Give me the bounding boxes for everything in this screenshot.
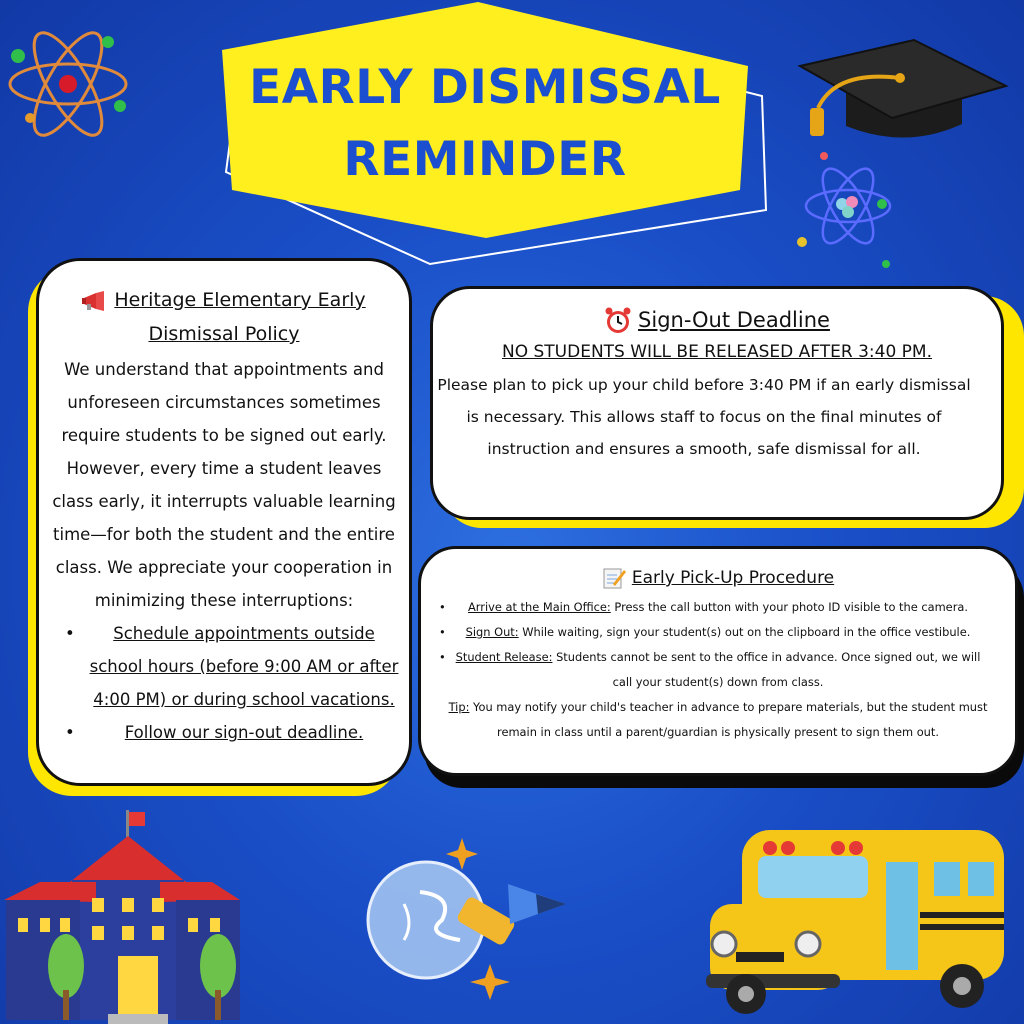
atom-icon xyxy=(796,148,896,272)
list-item xyxy=(435,595,1001,620)
deadline-heading xyxy=(433,303,1001,337)
atom-icon xyxy=(4,24,132,144)
list-item xyxy=(47,617,401,716)
tip-label: Tip: xyxy=(448,700,470,714)
bullet-icon: • xyxy=(439,650,446,664)
title-line-1: EARLY DISMISSAL xyxy=(249,60,721,115)
policy-paragraph: We understand that appointments and unforeseen circumstances sometimes require students to be signed out early. However, every time a student leaves class early, it interrupts valuable learning time—for both the student and the entire class. We appreciate your cooperation in minimizing these interruptions: xyxy=(52,360,396,610)
policy-bullet-2: Follow our sign-out deadline. xyxy=(124,723,364,742)
policy-bullet-list xyxy=(47,617,401,749)
graduation-cap-icon xyxy=(796,38,1010,148)
deadline-notice: NO STUDENTS WILL BE RELEASED AFTER 3:40 PM. xyxy=(502,342,932,362)
list-item xyxy=(47,716,401,749)
list-item xyxy=(435,645,1001,695)
deadline-card xyxy=(430,286,1004,520)
step-label: Arrive at the Main Office: xyxy=(468,600,611,614)
bullet-icon: • xyxy=(65,723,75,742)
tip-text: You may notify your child's teacher in advance to prepare materials, but the student must remain in class until a parent/guardian is physically present to sign them out. xyxy=(469,700,988,739)
megaphone-icon xyxy=(82,291,108,311)
bullet-icon: • xyxy=(65,624,75,643)
policy-bullet-1: Schedule appointments outside school hours (before 9:00 AM or after 4:00 PM) or during school vacations. xyxy=(89,624,399,709)
school-building-icon xyxy=(0,810,244,1024)
school-bus-icon xyxy=(706,824,1012,1016)
deadline-body: Please plan to pick up your child before 3:40 PM if an early dismissal is necessary. This allows staff to focus on the final minutes of instruction and ensures a smooth, safe dismissal for all. xyxy=(437,376,971,458)
step-label: Sign Out: xyxy=(465,625,519,639)
step-text: Students cannot be sent to the office in advance. Once signed out, we will call your student(s) down from class. xyxy=(552,650,981,689)
step-text: While waiting, sign your student(s) out on the clipboard in the office vestibule. xyxy=(518,625,971,639)
procedure-card xyxy=(418,546,1018,776)
page-title xyxy=(232,52,738,196)
step-label: Student Release: xyxy=(455,650,553,664)
policy-heading xyxy=(47,283,401,351)
bullet-icon: • xyxy=(439,600,446,614)
procedure-step-list xyxy=(435,595,1001,695)
step-text: Press the call button with your photo ID visible to the camera. xyxy=(610,600,968,614)
policy-heading-text: Heritage Elementary Early Dismissal Policy xyxy=(114,289,366,345)
memo-icon xyxy=(602,566,626,590)
list-item xyxy=(435,620,1001,645)
procedure-heading-text: Early Pick-Up Procedure xyxy=(631,568,835,588)
procedure-heading xyxy=(435,561,1001,595)
alarm-clock-icon xyxy=(604,307,632,335)
lightbulb-rocket-icon xyxy=(360,836,572,1004)
procedure-tip xyxy=(435,695,1001,745)
bullet-icon: • xyxy=(439,625,446,639)
deadline-heading-text: Sign-Out Deadline xyxy=(638,308,830,332)
title-line-2: REMINDER xyxy=(343,132,627,187)
policy-card xyxy=(36,258,412,786)
